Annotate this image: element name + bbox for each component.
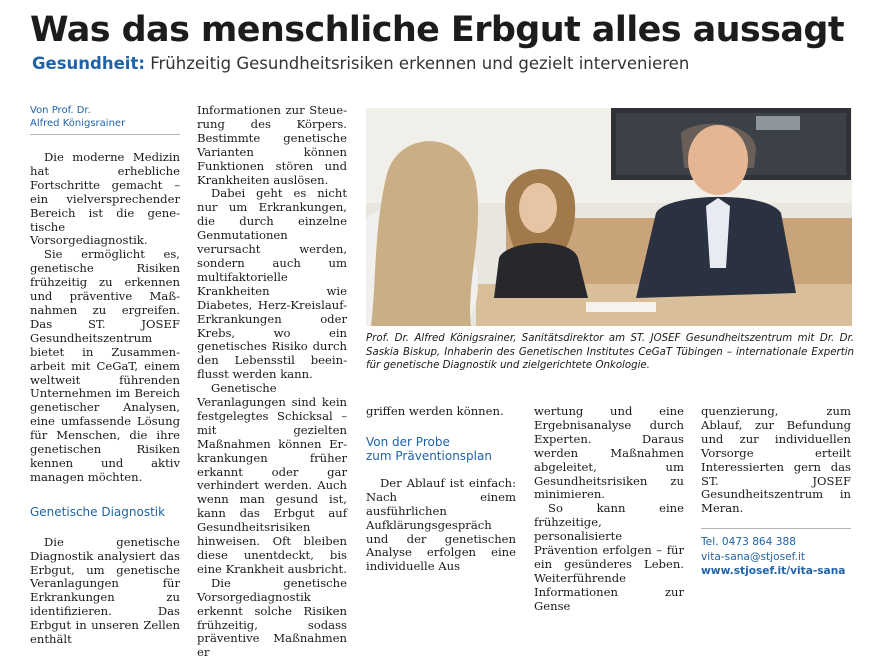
paragraph: Genetische Veranlagungen sind kein festgelegtes Schicksal – mit gezielten Maßnahmen können Erkrankungen früher erkannt oder gar verhindert werden. Auch wenn man gesund ist, kann das Erbgut auf Gesundheitsrisiken hinweisen. Oft bleiben diese unentdeckt, bis eine Krankheit ausbricht. xyxy=(197,381,347,576)
column-5 xyxy=(701,405,851,579)
contact-email[interactable]: vita-sana@stjosef.it xyxy=(701,550,806,563)
column-2 xyxy=(197,104,347,660)
article-photo xyxy=(366,108,852,326)
paragraph: wertung und eine Ergebnisanalyse durch Experten. Daraus werden Maßnahmen abgeleitet, um Gesundheitsrisiken zu minimieren. xyxy=(534,404,684,502)
contact-box xyxy=(701,528,851,579)
photo-illustration xyxy=(366,108,852,326)
paragraph: Der Ablauf ist einfach: Nach einem ausführlichen Aufklärungsgespräch und der genetischen Analyse erfolgen eine individuelle Aus xyxy=(366,475,516,574)
section-heading-line-2: zum Präventionsplan xyxy=(366,448,492,463)
section-heading-line-1: Von der Probe xyxy=(366,434,450,449)
paragraph: Dabei geht es nicht nur um Erkrankungen, die durch einzelne Genmutationen verursacht werden, sondern auch um multifaktorielle Krankheiten wie Diabetes, Herz-Kreislauf-Erkrankungen oder Krebs, wo ein genetisches Risiko durch den Lebensstil beeinflusst werden kann. xyxy=(197,186,347,382)
paragraph: griffen werden können. xyxy=(366,404,504,418)
section-heading xyxy=(366,435,516,463)
author-line-1: Von Prof. Dr. xyxy=(30,105,91,116)
author-byline xyxy=(30,104,180,135)
paragraph: Die genetische Diagnostik analysiert das Erbgut, um genetische Veranlagungen für Erkrankungen zu identifizieren. Das Erbgut in unseren Zellen enthält xyxy=(30,534,180,647)
column-3 xyxy=(366,405,516,574)
column-4 xyxy=(534,405,684,614)
paragraph: quenzierung, zum Ablauf, zur Befundung und zur individuellen Vorsorge erteilt Interessierten gern das ST. JOSEF Gesundheitszentrum in Meran. xyxy=(701,404,851,516)
paragraph: So kann eine frühzeitige, personalisierte Prävention erfolgen – für ein gesünderes Leben. Weiterführende Informationen zur Gense xyxy=(534,501,684,613)
article-subtitle xyxy=(32,54,872,74)
paragraph: Die moderne Medizin hat erhebliche Fortschritte gemacht – ein vielversprechender Bereich ist die genetische Vorsorgediagnostik. xyxy=(30,150,180,248)
article-headline: Was das menschliche Erbgut alles aussagt xyxy=(30,10,844,50)
section-heading-text: Genetische Diagnostik xyxy=(30,504,166,519)
subtitle-text: Frühzeitig Gesundheitsrisiken erkennen und gezielt intervenieren xyxy=(150,54,690,73)
paragraph: Die genetische Vorsorgediagnostik erkennt solche Risiken frühzeitig, sodass präventive Maßnahmen er xyxy=(197,575,347,660)
contact-phone: Tel. 0473 864 388 xyxy=(701,536,797,549)
column-1 xyxy=(30,104,180,647)
paragraph: Sie ermöglicht es, genetische Risiken frühzeitig zu erkennen und präventive Maßnahmen zu ergreifen. Das ST. JOSEF Gesundheitszentrum bietet in Zusammenarbeit mit CeGaT, einem weltweit führenden Unternehmen im Bereich genetischer Analysen, eine umfassende Lösung für Menschen, die ihre genetischen Risiken kennen und aktiv managen möchten. xyxy=(30,247,180,484)
section-kicker: Gesundheit: xyxy=(32,54,145,73)
author-line-2: Alfred Königsrainer xyxy=(30,118,126,129)
paragraph: Informationen zur Steuerung des Körpers. Bestimmte genetische Varianten können Funktionen stören und Krankheiten auslösen. xyxy=(197,103,347,187)
contact-website[interactable]: www.stjosef.it/vita-sana xyxy=(701,565,846,578)
section-heading xyxy=(30,505,180,519)
photo-caption: Prof. Dr. Alfred Königsrainer, Sanitätsdirektor am ST. JOSEF Gesundheitszentrum mit Dr. Dr. Saskia Biskup, Inhaberin des Genetischen Institutes CeGaT Tübingen – internationale Expertin für genetische Diagnostik und zielgerichtete Onkologie. xyxy=(366,333,854,372)
